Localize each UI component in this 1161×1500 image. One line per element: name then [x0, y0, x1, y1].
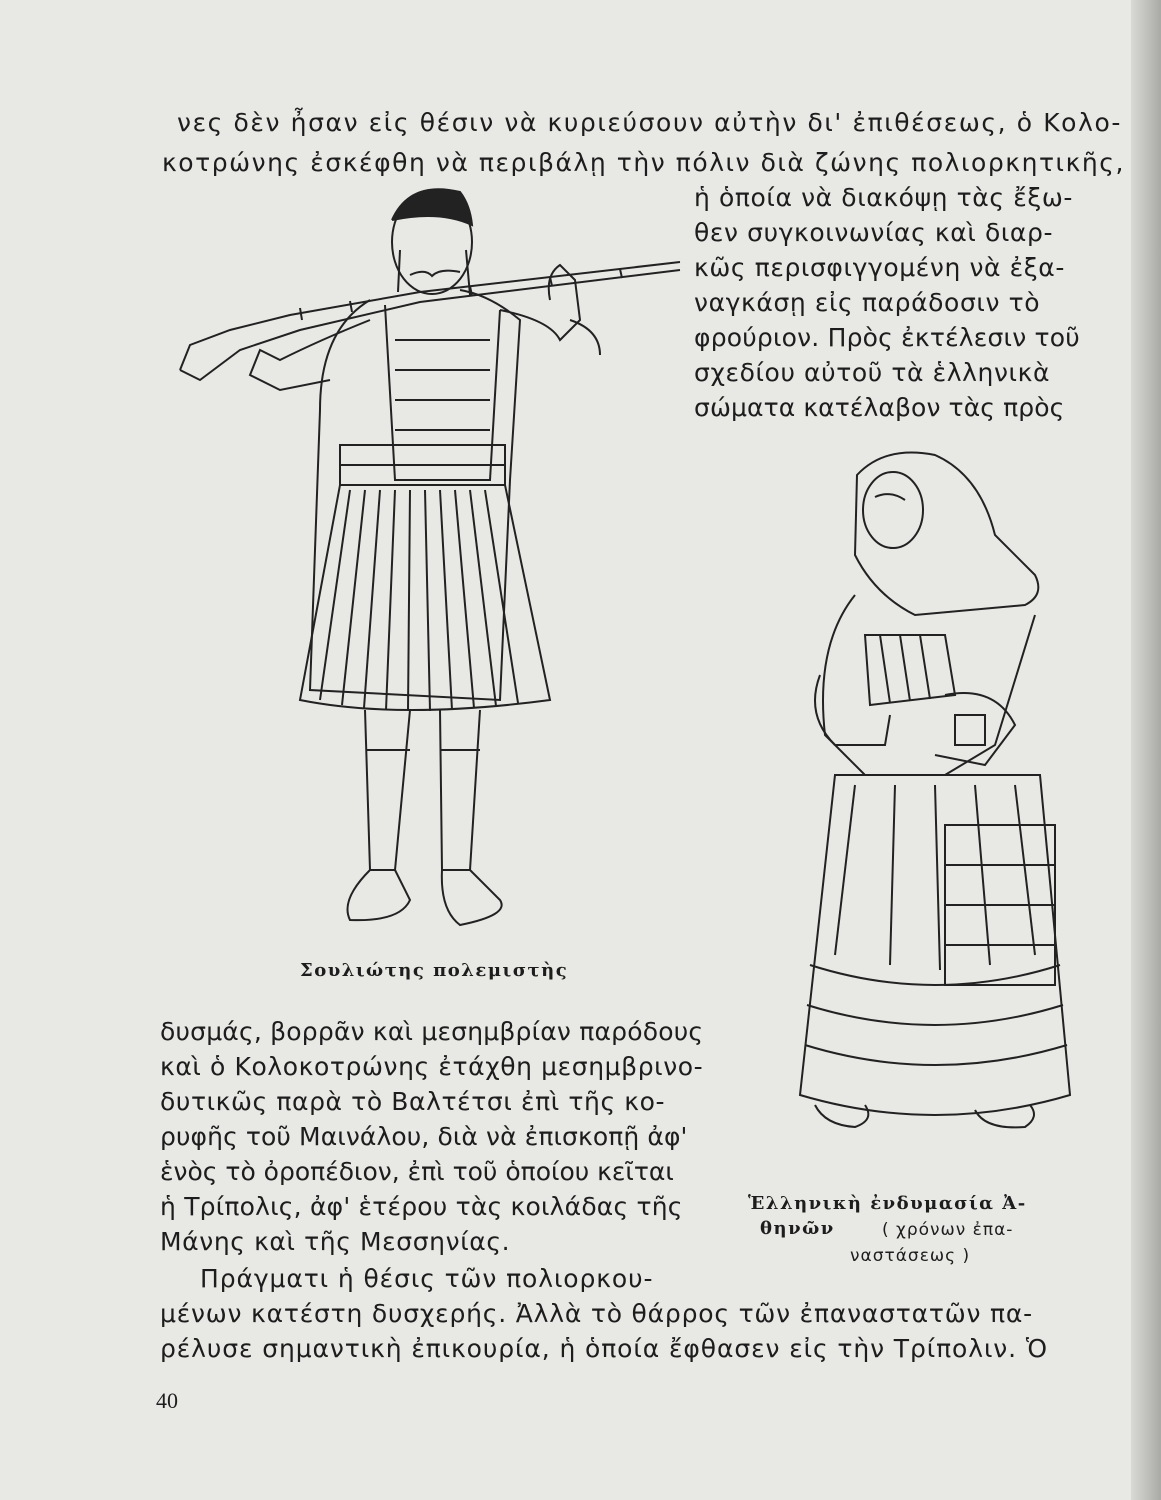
paragraph-line: ἡ ὁποία νὰ διακόψῃ τὰς ἔξω- — [694, 183, 1074, 212]
paragraph-line: δυτικῶς παρὰ τὸ Βαλτέτσι ἐπὶ τῆς κο- — [160, 1087, 666, 1116]
page-number: 40 — [156, 1388, 178, 1413]
paragraph-line: σχεδίου αὐτοῦ τὰ ἑλληνικὰ — [694, 358, 1051, 387]
paragraph-line: φρούριον. Πρὸς ἐκτέλεσιν τοῦ — [694, 323, 1080, 352]
paragraph-line: Πράγματι ἡ θέσις τῶν πολιορκου- — [200, 1264, 654, 1293]
athenian-costume-illustration — [795, 445, 1080, 1170]
paragraph-line: καὶ ὁ Κολοκοτρώνης ἐτάχθη μεσημβρινο- — [160, 1052, 704, 1081]
costume-caption-line2-bold: θηνῶν — [760, 1218, 835, 1239]
costume-caption-line3: ναστάσεως ) — [850, 1246, 971, 1266]
paragraph-line: δυσμάς, βορρᾶν καὶ μεσημβρίαν παρόδους — [160, 1017, 704, 1046]
paragraph-line: ἑνὸς τὸ ὀροπέδιον, ἐπὶ τοῦ ὁποίου κεῖται — [160, 1157, 674, 1186]
costume-caption-line1: Ἑλληνικὴ ἐνδυμασία Ἀ- — [748, 1193, 1027, 1214]
souliote-warrior-illustration — [170, 180, 690, 940]
paragraph-line: ρυφῆς τοῦ Μαινάλου, διὰ νὰ ἐπισκοπῇ ἀφ' — [160, 1122, 688, 1151]
paragraph-line: κῶς περισφιγγομένη νὰ ἐξα- — [694, 253, 1065, 282]
paragraph-line: σώματα κατέλαβον τὰς πρὸς — [694, 393, 1065, 422]
page-binding-edge — [1131, 0, 1161, 1500]
paragraph-line: ρέλυσε σημαντικὴ ἐπικουρία, ἡ ὁποία ἔφθασεν εἰς τὴν Τρίπολιν. Ὁ — [160, 1334, 1048, 1363]
soldier-caption: Σουλιώτης πολεμιστὴς — [300, 960, 569, 981]
paragraph-line: ναγκάσῃ εἰς παράδοσιν τὸ — [694, 288, 1041, 317]
paragraph-line: νες δὲν ἦσαν εἰς θέσιν νὰ κυριεύσουν αὐτὴν δι' ἐπιθέσεως, ὁ Κολο- — [177, 108, 1122, 137]
paragraph-line: κοτρώνης ἐσκέφθη νὰ περιβάλῃ τὴν πόλιν διὰ ζώνης πολιορκητικῆς, — [162, 148, 1125, 177]
paragraph-line: θεν συγκοινωνίας καὶ διαρ- — [694, 218, 1054, 247]
costume-caption-line2-rest: ( χρόνων ἐπα- — [882, 1220, 1014, 1240]
paragraph-line: ἡ Τρίπολις, ἀφ' ἑτέρου τὰς κοιλάδας τῆς — [160, 1192, 683, 1221]
paragraph-line: Μάνης καὶ τῆς Μεσσηνίας. — [160, 1227, 511, 1256]
paragraph-line: μένων κατέστη δυσχερής. Ἀλλὰ τὸ θάρρος τῶν ἐπαναστατῶν πα- — [160, 1299, 1033, 1328]
